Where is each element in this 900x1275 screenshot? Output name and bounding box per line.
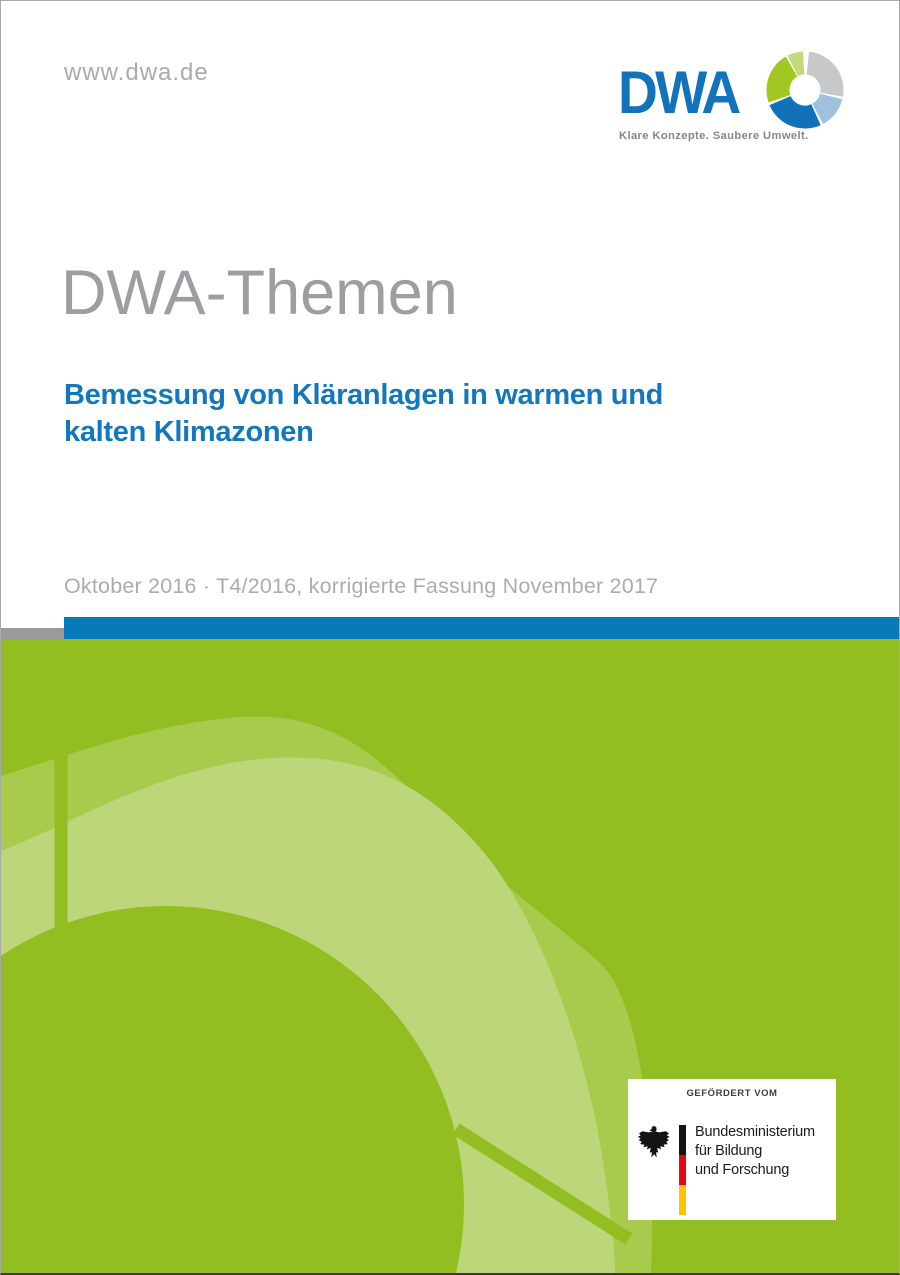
dwa-logo-wordmark: DWA [618,59,739,126]
funding-heading: GEFÖRDERT VOM [686,1088,778,1099]
ministry-line-3: und Forschung [695,1161,790,1178]
document-title: Bemessung von Kläranlagen in warmen und kalten Klimazonen [64,379,664,448]
ministry-line-2: für Bildung [695,1142,763,1159]
federal-eagle-icon [638,1124,670,1162]
flag-red-segment [679,1155,686,1185]
funding-box [628,1079,836,1220]
flag-black-segment [679,1125,686,1155]
flag-tricolor-bar [679,1125,686,1215]
green-footer-area [1,639,900,1275]
edition-date-line: Oktober 2016 · T4/2016, korrigierte Fassung November 2017 [64,574,659,598]
website-url: www.dwa.de [64,59,209,86]
dwa-ring-icon [766,49,846,138]
ministry-line-1: Bundesministerium [695,1124,815,1140]
ministry-name [695,1123,815,1179]
gray-divider-stub [1,628,64,639]
blue-divider-bar [64,617,900,639]
dwa-logo [618,49,846,153]
flag-gold-segment [679,1185,686,1215]
series-title: DWA-Themen [61,258,458,328]
dwa-logo-tagline: Klare Konzepte. Saubere Umwelt. [619,130,809,142]
